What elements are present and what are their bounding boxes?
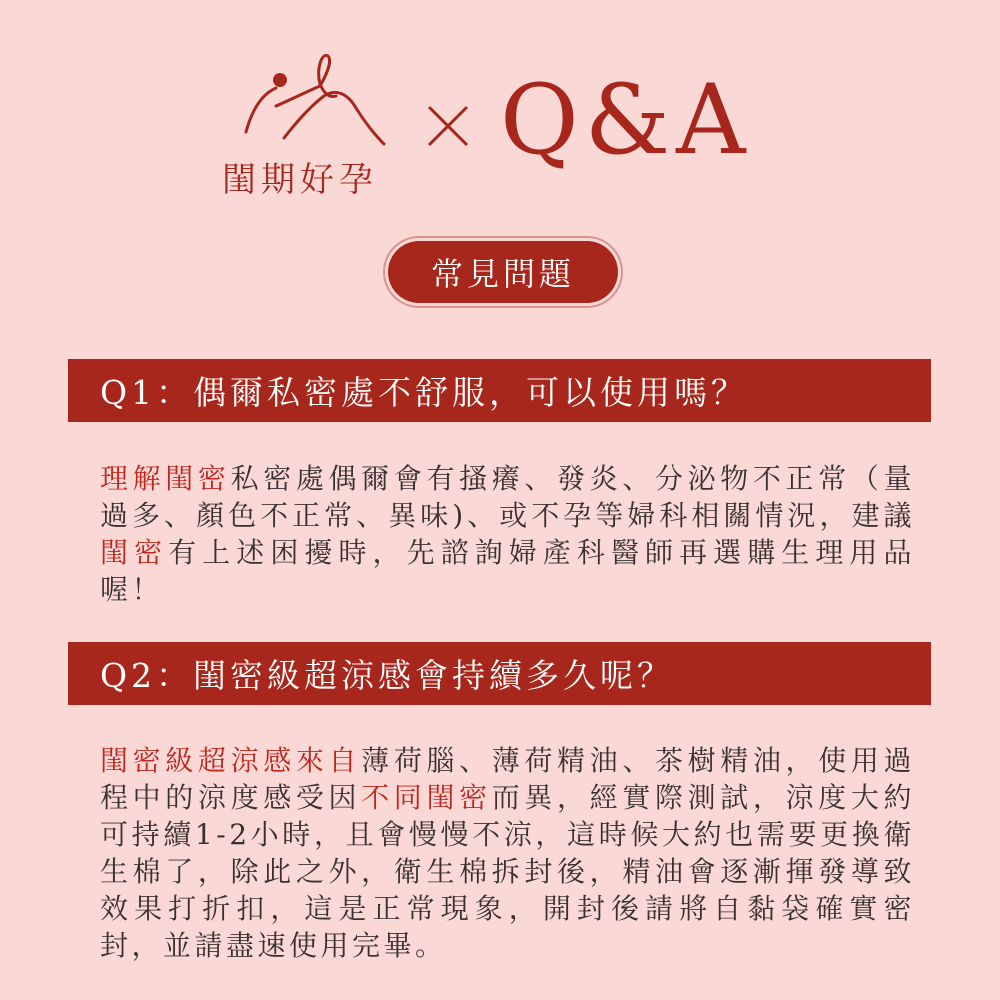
answer-1-rest: 私密處偶爾會有搔癢、發炎、分泌物不正常（量過多、顏色不正常、異味)、或不孕等婦科相關情況，建議 — [100, 462, 915, 532]
brand-name: 閨期好孕 — [222, 160, 378, 200]
brand-logo-icon — [236, 50, 396, 150]
answer-2-highlight: 閨密級超涼感來自 — [100, 744, 362, 777]
answer-2-rest: 薄荷腦、薄荷精油、茶樹精油，使用過程中的涼度感受因 — [100, 744, 915, 814]
question-1-bar: Q1：偶爾私密處不舒服，可以使用嗎？ — [68, 359, 931, 422]
question-2-bar: Q2：閨密級超涼感會持續多久呢？ — [68, 642, 931, 705]
faq-section-badge: 常見問題 — [388, 241, 618, 303]
answer-1-highlight-2: 閨密 — [100, 536, 169, 569]
answer-1-highlight: 理解閨密 — [100, 462, 231, 495]
answer-2-text — [100, 742, 915, 964]
cross-icon — [425, 103, 471, 149]
header — [0, 0, 1000, 240]
answer-2-end: 而異，經實際測試，涼度大約可持續1-2小時，且會慢慢不涼，這時候大約也需要更換衛生棉了，除此之外，衛生棉拆封後，精油會逐漸揮發導致效果打折扣，這是正常現象，開封後請將自黏袋確實密封，並請盡速使用完畢。 — [100, 781, 915, 962]
answer-1-text — [100, 460, 915, 608]
qa-title: Q&A — [500, 64, 752, 176]
answer-1-end: 有上述困擾時，先諮詢婦產科醫師再選購生理用品喔！ — [100, 536, 915, 606]
answer-2-highlight-2: 不同閨密 — [361, 781, 492, 814]
